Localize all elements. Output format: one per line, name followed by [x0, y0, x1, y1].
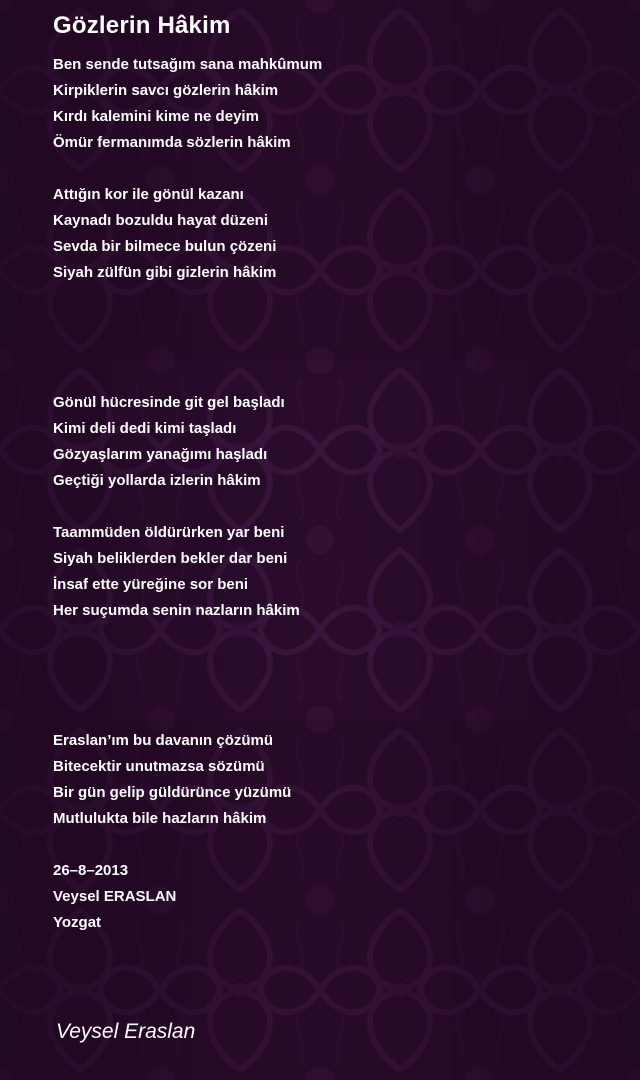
poem-line: Bitecektir unutmazsa sözümü — [53, 758, 265, 775]
stanza-2 — [53, 182, 613, 286]
stanza-4 — [53, 520, 613, 624]
poem-line: Geçtiği yollarda izlerin hâkim — [53, 472, 261, 489]
stanza-5 — [53, 728, 613, 832]
poem-line: Bir gün gelip güldürünce yüzümü — [53, 784, 292, 801]
poem-line: Eraslan’ım bu davanın çözümü — [53, 732, 274, 749]
poem-line: Ömür fermanımda sözlerin hâkim — [53, 134, 291, 151]
poem-line: Ben sende tutsağım sana mahkûmum — [53, 56, 323, 73]
stanza-gap — [53, 832, 613, 858]
poem-line: Gözyaşlarım yanağımı haşladı — [53, 446, 268, 463]
poem-line: Mutlulukta bile hazların hâkim — [53, 810, 267, 827]
poem-line: Attığın kor ile gönül kazanı — [53, 186, 244, 203]
poem-place: Yozgat — [53, 914, 102, 931]
poem-body — [53, 52, 613, 936]
poem-line: Siyah zülfün gibi gizlerin hâkim — [53, 264, 277, 281]
stanza-gap — [53, 286, 613, 390]
stanza-gap — [53, 156, 613, 182]
poem-line: Siyah beliklerden bekler dar beni — [53, 550, 288, 567]
poem-line: Sevda bir bilmece bulun çözeni — [53, 238, 277, 255]
poem-line: Taammüden öldürürken yar beni — [53, 524, 285, 541]
poem-line: Kirpiklerin savcı gözlerin hâkim — [53, 82, 279, 99]
poem-line: İnsaf ette yüreğine sor beni — [53, 576, 249, 593]
poem-title: Gözlerin Hâkim — [53, 12, 231, 39]
poem-date: 26–8–2013 — [53, 862, 129, 879]
poem-signature — [53, 858, 613, 936]
stanza-gap — [53, 624, 613, 728]
poem-author: Veysel Eraslan — [56, 1020, 196, 1043]
poem-line: Kaynadı bozuldu hayat düzeni — [53, 212, 269, 229]
stanza-gap — [53, 494, 613, 520]
poem-line: Her suçumda senin nazların hâkim — [53, 602, 300, 619]
poem-line: Kimi deli dedi kimi taşladı — [53, 420, 237, 437]
stanza-1 — [53, 52, 613, 156]
poem-line: Kırdı kalemini kime ne deyim — [53, 108, 259, 125]
poem-signature-name: Veysel ERASLAN — [53, 888, 177, 905]
poem-line: Gönül hücresinde git gel başladı — [53, 394, 285, 411]
stanza-3 — [53, 390, 613, 494]
